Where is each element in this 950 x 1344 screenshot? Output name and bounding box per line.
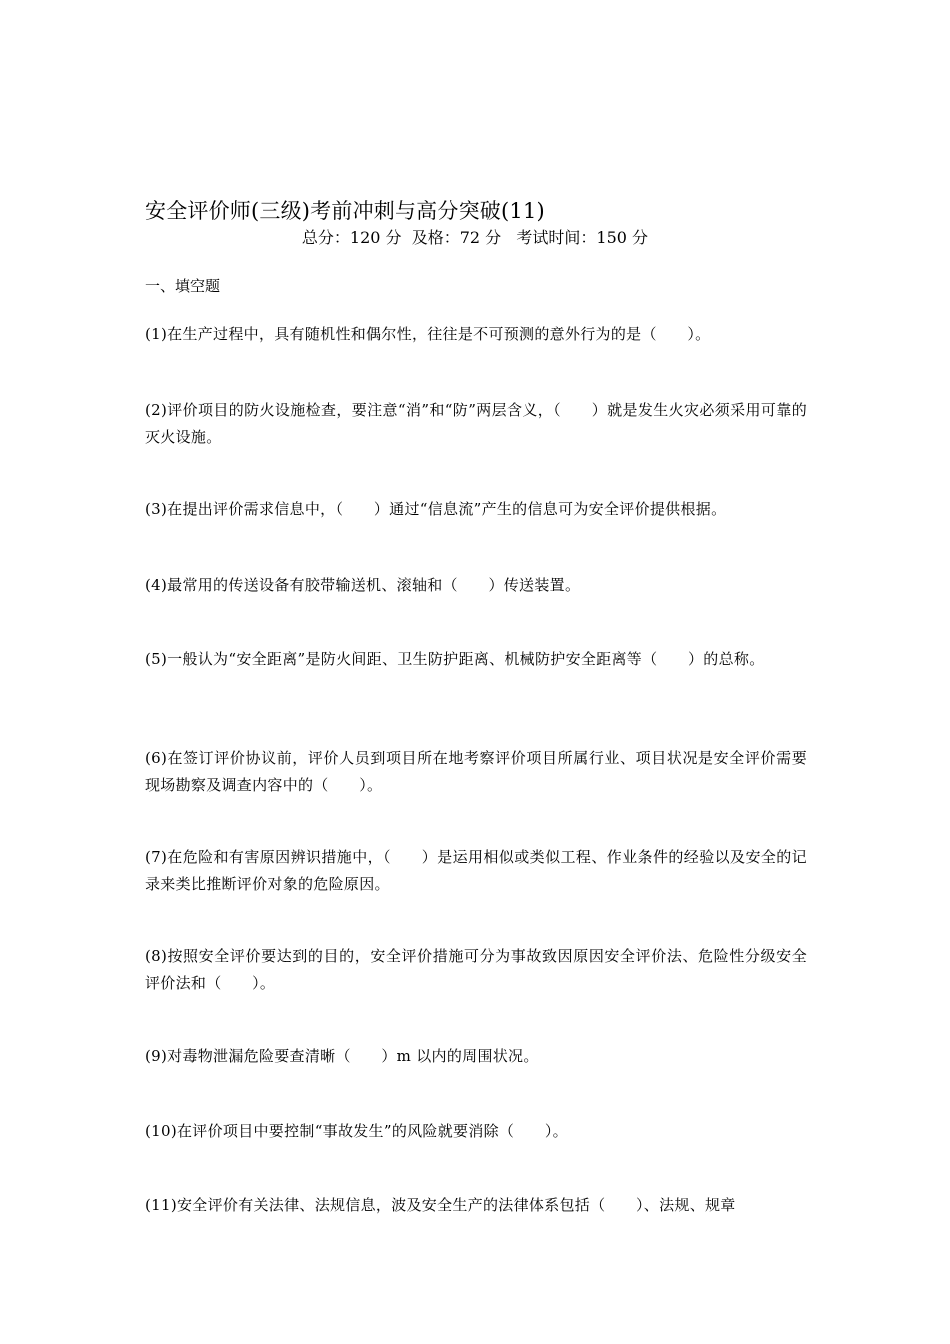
question-4: (4)最常用的传送设备有胶带输送机、滚轴和（ ）传送装置。 <box>145 576 581 594</box>
document-title: 安全评价师(三级)考前冲刺与高分突破(11) <box>145 199 545 223</box>
question-5: (5)一般认为“安全距离”是防火间距、卫生防护距离、机械防护安全距离等（ ）的总称。 <box>145 650 765 668</box>
question-1: (1)在生产过程中，具有随机性和偶尔性，往往是不可预测的意外行为的是（ ）。 <box>145 325 711 343</box>
question-9: (9)对毒物泄漏危险要查清晰（ ）m 以内的周围状况。 <box>145 1047 539 1065</box>
question-6: (6)在签订评价协议前，评价人员到项目所在地考察评价项目所属行业、项目状况是安全评价需要现场勘察及调查内容中的（ ）。 <box>145 749 807 794</box>
question-10: (10)在评价项目中要控制“事故发生”的风险就要消除（ ）。 <box>145 1122 568 1140</box>
question-11: (11)安全评价有关法律、法规信息，波及安全生产的法律体系包括（ ）、法规、规章 <box>145 1196 736 1214</box>
question-7: (7)在危险和有害原因辨识措施中，（ ）是运用相似或类似工程、作业条件的经验以及安全的记录来类比推断评价对象的危险原因。 <box>145 848 807 893</box>
question-8: (8)按照安全评价要达到的目的，安全评价措施可分为事故致因原因安全评价法、危险性分级安全评价法和（ ）。 <box>145 947 807 992</box>
question-3: (3)在提出评价需求信息中，（ ）通过“信息流”产生的信息可为安全评价提供根据。 <box>145 500 727 518</box>
exam-info: 总分：120 分 及格：72 分 考试时间：150 分 <box>301 228 649 247</box>
question-2: (2)评价项目的防火设施检查，要注意“消”和“防”两层含义，（ ）就是发生火灾必须采用可靠的灭火设施。 <box>145 401 807 446</box>
section-heading: 一、填空题 <box>145 277 221 295</box>
